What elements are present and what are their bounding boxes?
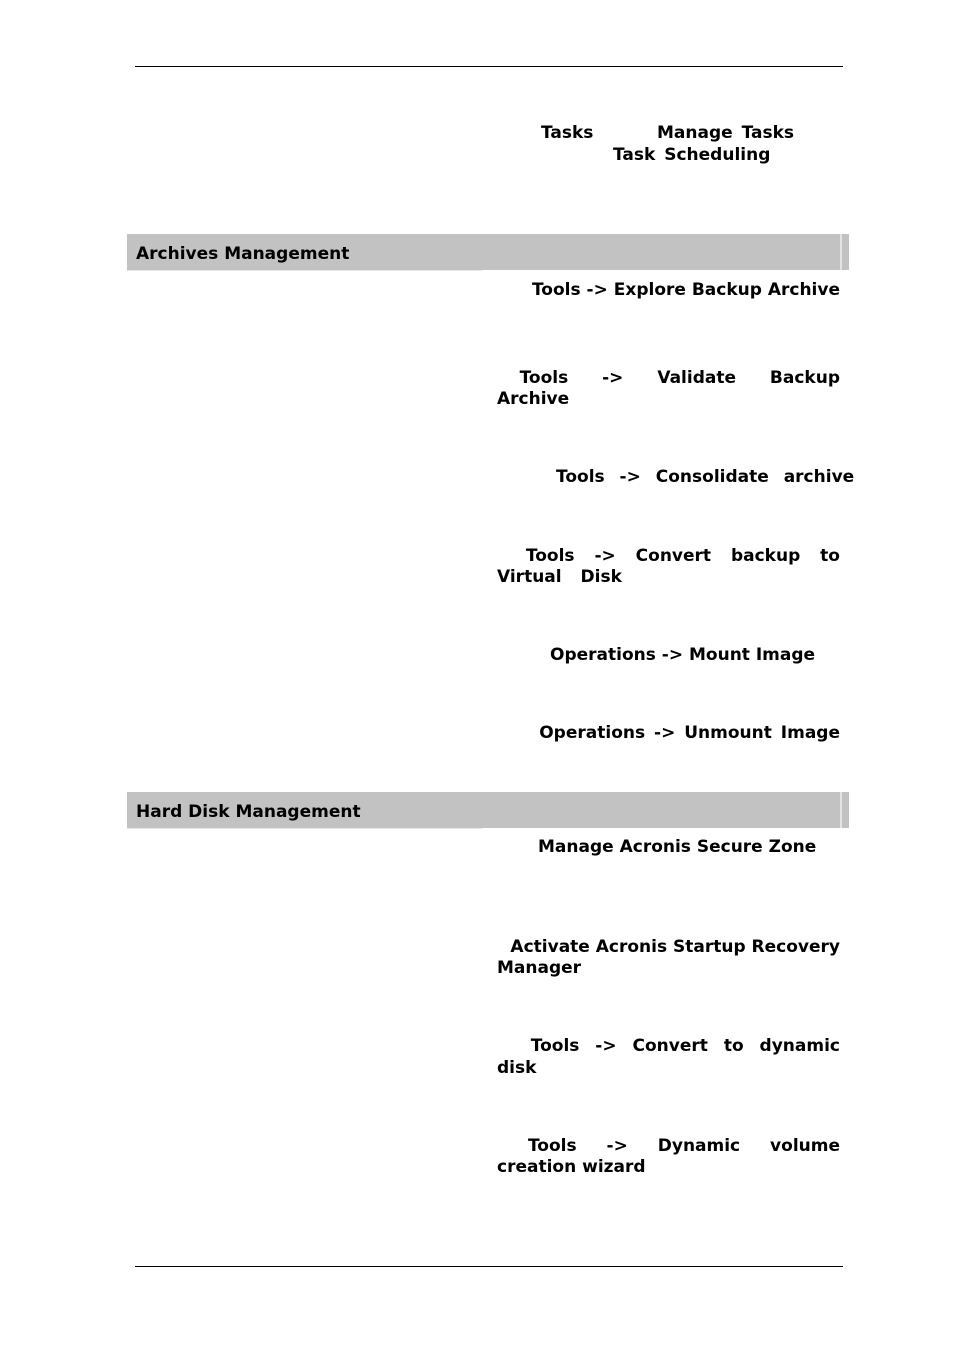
- convert-backup-command: Tools -> Convert backup to: [525, 546, 840, 566]
- dynamic-volume-wizard-command-cont: creation wizard: [497, 1157, 646, 1177]
- header-edge: [840, 234, 842, 270]
- task-scheduling-label: Task Scheduling: [613, 145, 771, 165]
- unmount-image-command: Operations -> Unmount Image: [539, 723, 840, 743]
- consolidate-archive-command: Tools -> Consolidate archive: [556, 467, 855, 487]
- manage-secure-zone-command: Manage Acronis Secure Zone: [538, 837, 817, 857]
- convert-to-dynamic-command-cont: disk: [497, 1058, 537, 1078]
- convert-backup-command-cont: Virtual Disk: [497, 567, 622, 587]
- archives-management-header: [127, 234, 849, 270]
- explore-backup-archive-command: Tools -> Explore Backup Archive: [531, 280, 840, 300]
- tasks-label: Tasks: [541, 123, 594, 143]
- mount-image-command: Operations -> Mount Image: [550, 645, 816, 665]
- footer-rule: [135, 1266, 843, 1267]
- startup-recovery-manager-command-cont: Manager: [497, 958, 582, 978]
- hard-disk-management-header: [127, 792, 849, 828]
- archives-management-title: Archives Management: [136, 244, 350, 264]
- validate-backup-command-cont: Archive: [497, 389, 570, 409]
- header-rule: [135, 66, 843, 67]
- section-divider: [127, 270, 482, 271]
- manage-tasks-label: Manage Tasks: [657, 123, 794, 143]
- dynamic-volume-wizard-command: Tools -> Dynamic volume: [527, 1136, 840, 1156]
- validate-backup-command: Tools -> Validate Backup: [519, 368, 840, 388]
- convert-to-dynamic-command: Tools -> Convert to dynamic: [530, 1036, 840, 1056]
- hard-disk-management-title: Hard Disk Management: [136, 802, 361, 822]
- header-edge: [840, 792, 842, 828]
- section-divider: [127, 828, 482, 829]
- startup-recovery-manager-command: Activate Acronis Startup Recovery: [510, 937, 840, 957]
